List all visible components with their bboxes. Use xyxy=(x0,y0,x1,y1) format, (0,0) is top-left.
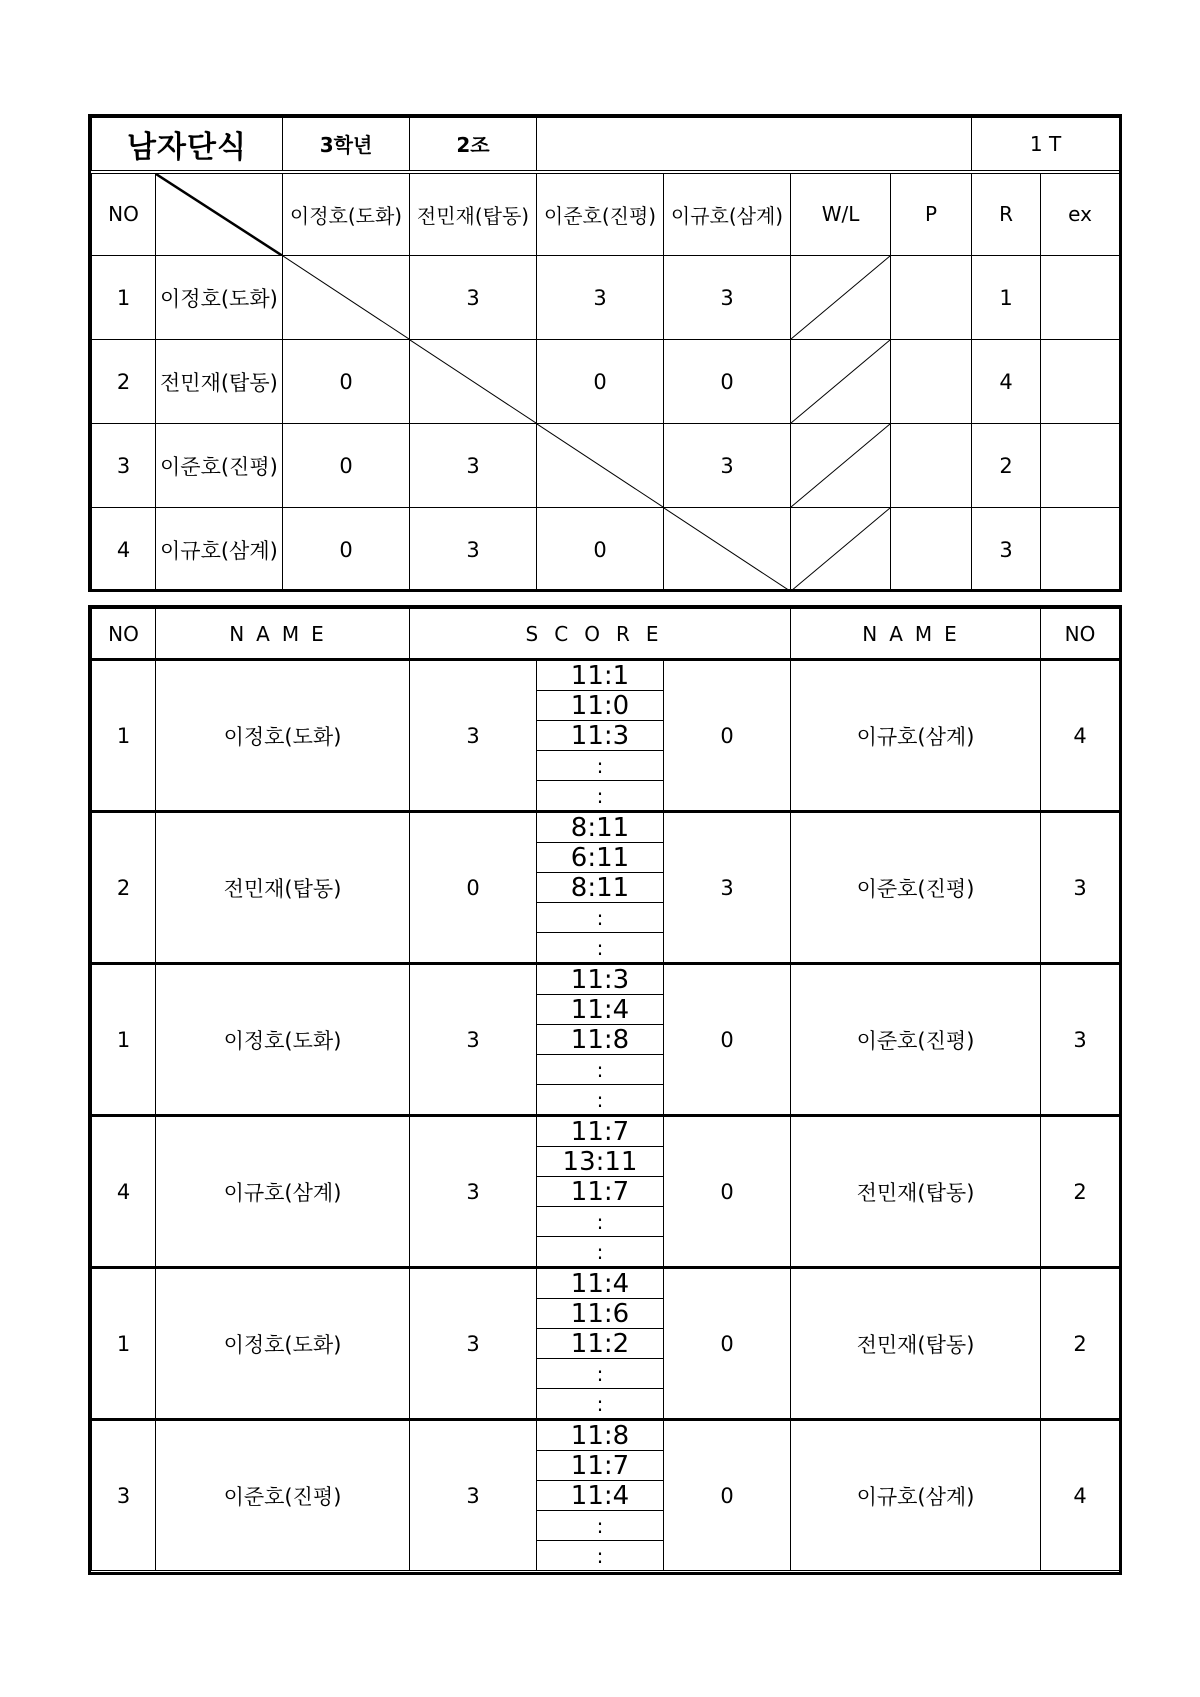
player-a-name: 이준호(진평) xyxy=(156,1420,410,1571)
game-score-stack xyxy=(537,813,663,962)
col-player-3: 이준호(진평) xyxy=(537,172,664,256)
game-score: 11:6 xyxy=(537,1299,663,1329)
player-b-sets: 0 xyxy=(664,1116,791,1267)
game-score: : xyxy=(537,751,663,781)
col-no-header: NO xyxy=(92,172,156,256)
col-player-2: 전민재(탑동) xyxy=(410,172,537,256)
row-no: 3 xyxy=(92,424,156,508)
game-scores xyxy=(537,964,664,1115)
player-b-name: 이준호(진평) xyxy=(791,964,1041,1115)
score-cell: 0 xyxy=(664,340,791,424)
player-a-no: 2 xyxy=(92,812,156,963)
player-b-sets: 0 xyxy=(664,964,791,1115)
rr-row xyxy=(92,340,1120,424)
p-cell xyxy=(891,424,972,508)
player-a-no: 3 xyxy=(92,1420,156,1571)
player-b-no: 3 xyxy=(1041,964,1120,1115)
game-score: 11:3 xyxy=(537,721,663,751)
game-score: 11:2 xyxy=(537,1329,663,1359)
game-score: : xyxy=(537,1511,663,1541)
p-cell xyxy=(891,256,972,340)
game-score-stack xyxy=(537,1421,663,1570)
player-a-name: 이정호(도화) xyxy=(156,964,410,1115)
player-a-no: 1 xyxy=(92,660,156,811)
score-cell: 0 xyxy=(283,424,410,508)
col-player-4: 이규호(삼계) xyxy=(664,172,791,256)
game-score: : xyxy=(596,1087,604,1112)
ex-cell xyxy=(1041,256,1120,340)
game-score: 11:7 xyxy=(537,1177,663,1207)
player-b-no: 2 xyxy=(1041,1268,1120,1419)
game-scores xyxy=(537,1268,664,1419)
game-score: : xyxy=(596,783,604,808)
game-score: 6:11 xyxy=(537,843,663,873)
player-b-no: 3 xyxy=(1041,812,1120,963)
player-a-sets: 0 xyxy=(410,812,537,963)
match-row xyxy=(91,659,1120,811)
row-name: 전민재(탑동) xyxy=(156,340,283,424)
rank-cell: 1 xyxy=(972,256,1041,340)
corner-diagonal-cell xyxy=(156,172,283,256)
player-a-name: 이정호(도화) xyxy=(156,660,410,811)
p-cell xyxy=(891,508,972,592)
player-a-no: 1 xyxy=(92,964,156,1115)
row-name: 이정호(도화) xyxy=(156,256,283,340)
player-b-no: 2 xyxy=(1041,1116,1120,1267)
game-score: 8:11 xyxy=(537,873,663,903)
rank-cell: 3 xyxy=(972,508,1041,592)
col-ex-header: ex xyxy=(1041,172,1120,256)
player-b-sets: 3 xyxy=(664,812,791,963)
game-score: 11:4 xyxy=(537,1481,663,1511)
score-cell: 3 xyxy=(537,256,664,340)
score-cell: 3 xyxy=(410,256,537,340)
group-label: 2조 xyxy=(410,118,537,172)
table-number: 1 T xyxy=(972,118,1120,172)
game-scores xyxy=(537,812,664,963)
game-score: 11:7 xyxy=(537,1117,663,1147)
row-name: 이준호(진평) xyxy=(156,424,283,508)
round-robin-table xyxy=(88,114,1122,592)
game-score: : xyxy=(537,1055,663,1085)
game-score: 13:11 xyxy=(537,1147,663,1177)
player-a-no: 4 xyxy=(92,1116,156,1267)
player-a-sets: 3 xyxy=(410,1268,537,1419)
player-b-name: 전민재(탑동) xyxy=(791,1268,1041,1419)
game-scores xyxy=(537,1116,664,1267)
self-cell xyxy=(283,256,410,340)
score-cell: 0 xyxy=(283,340,410,424)
row-no: 1 xyxy=(92,256,156,340)
score-cell: 0 xyxy=(537,340,664,424)
score-cell: 3 xyxy=(664,424,791,508)
col-wl-header: W/L xyxy=(791,172,891,256)
player-b-name: 이규호(삼계) xyxy=(791,660,1041,811)
player-a-sets: 3 xyxy=(410,964,537,1115)
blank-cell xyxy=(537,118,972,172)
ex-cell xyxy=(1041,424,1120,508)
match-row xyxy=(91,811,1120,963)
player-b-sets: 0 xyxy=(664,660,791,811)
col-no-right: NO xyxy=(1041,609,1120,659)
game-score: : xyxy=(537,903,663,933)
player-a-sets: 3 xyxy=(410,1420,537,1571)
rank-cell: 2 xyxy=(972,424,1041,508)
match-row xyxy=(91,1419,1120,1571)
rank-cell: 4 xyxy=(972,340,1041,424)
col-no-left: NO xyxy=(92,609,156,659)
player-b-name: 이준호(진평) xyxy=(791,812,1041,963)
player-a-name: 이규호(삼계) xyxy=(156,1116,410,1267)
game-score: 11:8 xyxy=(537,1421,663,1451)
row-no: 2 xyxy=(92,340,156,424)
game-score: 11:4 xyxy=(537,995,663,1025)
match-results-table xyxy=(88,605,1122,1575)
game-score: 11:4 xyxy=(537,1269,663,1299)
col-name-left: NAME xyxy=(156,609,410,659)
self-cell xyxy=(537,424,664,508)
col-score: SCORE xyxy=(410,609,791,659)
match-list xyxy=(91,659,1119,1571)
player-a-sets: 3 xyxy=(410,1116,537,1267)
game-score: 11:1 xyxy=(537,661,663,691)
game-score: : xyxy=(596,1543,604,1568)
game-score: 11:7 xyxy=(537,1451,663,1481)
game-score: : xyxy=(596,1391,604,1416)
player-b-sets: 0 xyxy=(664,1268,791,1419)
game-scores xyxy=(537,660,664,811)
player-b-no: 4 xyxy=(1041,660,1120,811)
game-score: : xyxy=(537,1207,663,1237)
corner-diagonal-line xyxy=(156,174,282,256)
p-cell xyxy=(891,340,972,424)
score-cell: 3 xyxy=(664,256,791,340)
game-score: 11:3 xyxy=(537,965,663,995)
event-title: 남자단식 xyxy=(92,118,283,172)
player-a-name: 이정호(도화) xyxy=(156,1268,410,1419)
score-cell: 0 xyxy=(537,508,664,592)
wl-cell xyxy=(791,256,891,340)
player-a-no: 1 xyxy=(92,1268,156,1419)
game-score: : xyxy=(596,1239,604,1264)
game-score: 11:0 xyxy=(537,691,663,721)
row-no: 4 xyxy=(92,508,156,592)
player-b-sets: 0 xyxy=(664,1420,791,1571)
self-cell xyxy=(664,508,791,592)
game-scores xyxy=(537,1420,664,1571)
col-p-header: P xyxy=(891,172,972,256)
player-b-no: 4 xyxy=(1041,1420,1120,1571)
rr-row xyxy=(92,508,1120,592)
wl-cell xyxy=(791,508,891,592)
ex-cell xyxy=(1041,340,1120,424)
ex-cell xyxy=(1041,508,1120,592)
game-score: 8:11 xyxy=(537,813,663,843)
score-cell: 3 xyxy=(410,424,537,508)
game-score: 11:8 xyxy=(537,1025,663,1055)
player-b-name: 전민재(탑동) xyxy=(791,1116,1041,1267)
score-cell: 0 xyxy=(283,508,410,592)
game-score-stack xyxy=(537,1269,663,1418)
game-score-stack xyxy=(537,1117,663,1266)
wl-cell xyxy=(791,424,891,508)
grade-label: 3학년 xyxy=(283,118,410,172)
score-cell: 3 xyxy=(410,508,537,592)
col-r-header: R xyxy=(972,172,1041,256)
match-header-row xyxy=(92,609,1120,659)
match-row xyxy=(91,1115,1120,1267)
col-player-1: 이정호(도화) xyxy=(283,172,410,256)
game-score-stack xyxy=(537,965,663,1114)
match-row xyxy=(91,963,1120,1115)
rr-row xyxy=(92,256,1120,340)
game-score-stack xyxy=(537,661,663,810)
match-row xyxy=(91,1267,1120,1419)
player-a-name: 전민재(탑동) xyxy=(156,812,410,963)
row-name: 이규호(삼계) xyxy=(156,508,283,592)
player-a-sets: 3 xyxy=(410,660,537,811)
col-name-right: NAME xyxy=(791,609,1041,659)
player-b-name: 이규호(삼계) xyxy=(791,1420,1041,1571)
self-cell xyxy=(410,340,537,424)
wl-cell xyxy=(791,340,891,424)
rr-row xyxy=(92,424,1120,508)
game-score: : xyxy=(596,935,604,960)
game-score: : xyxy=(537,1359,663,1389)
